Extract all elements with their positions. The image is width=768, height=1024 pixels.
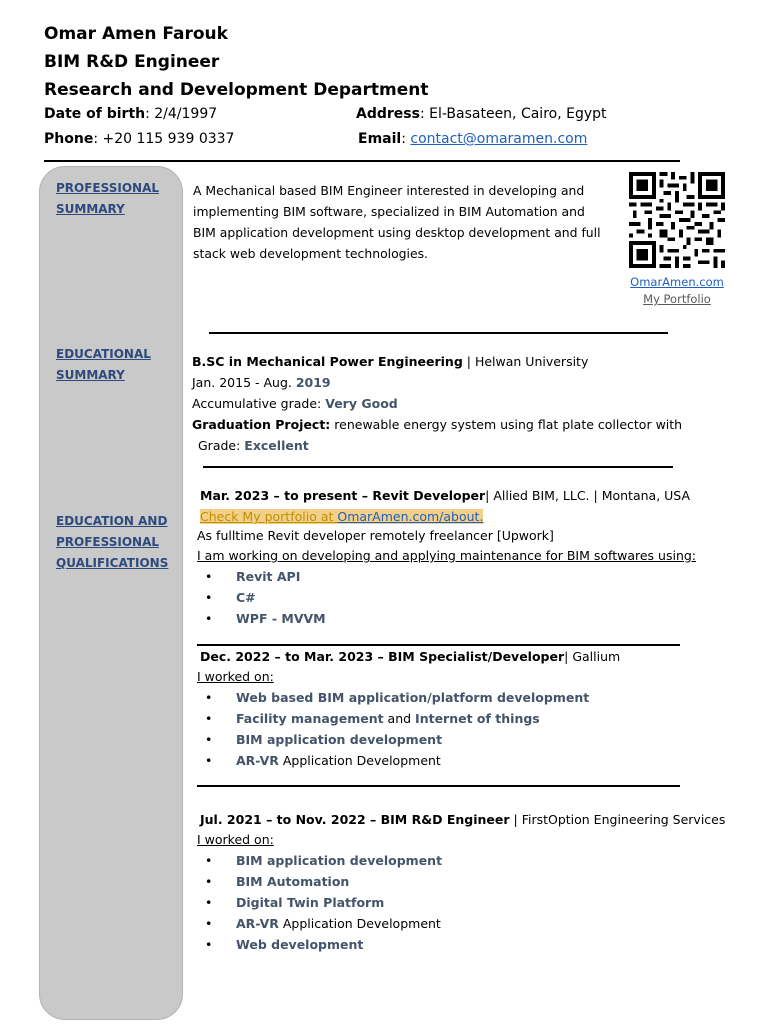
list-item	[200, 934, 363, 955]
portfolio-note	[200, 506, 483, 527]
address-line	[356, 104, 607, 124]
job-header	[200, 646, 620, 667]
phone-line	[44, 129, 234, 149]
portfolio-prefix: Check My portfolio at	[200, 509, 338, 524]
list-item	[200, 608, 326, 629]
list-item	[200, 892, 384, 913]
bullet-text: and	[383, 711, 416, 726]
bullet-text: WPF - MVVM	[236, 611, 326, 626]
list-item	[200, 566, 300, 587]
job-intro: I am working on developing and applying maintenance for BIM softwares using:	[197, 548, 697, 563]
qr-code-icon[interactable]	[629, 172, 725, 268]
address-value: : El-Basateen, Cairo, Egypt	[419, 106, 607, 122]
email-label: Email	[358, 131, 402, 147]
job-title: BIM R&D Engineer	[44, 52, 220, 72]
dob-line	[44, 104, 217, 124]
email-sep: :	[401, 131, 411, 147]
section-divider	[209, 332, 668, 334]
qr-captions	[610, 274, 744, 308]
section-divider	[197, 785, 680, 787]
bullet: •	[205, 916, 213, 931]
education-grade	[192, 393, 398, 414]
bullet: •	[205, 937, 213, 952]
sidebar-panel	[39, 166, 183, 1020]
project-grade	[198, 435, 309, 456]
degree-sep: |	[462, 354, 475, 369]
sidebar-label: EDUCATIONAL	[56, 347, 151, 361]
bullet-text: AR-VR	[236, 753, 279, 768]
grade-value: Very Good	[325, 396, 398, 411]
job-title-dates: Mar. 2023 – to present – Revit Developer	[200, 488, 486, 503]
list-item	[200, 850, 442, 871]
department: Research and Development Department	[44, 80, 429, 100]
bullet-text: Internet of things	[415, 711, 540, 726]
job-title-dates: Jul. 2021 – to Nov. 2022 – BIM R&D Engineer	[200, 812, 510, 827]
sidebar-educational-summary	[56, 344, 151, 386]
person-name: Omar Amen Farouk	[44, 24, 228, 44]
sidebar-professional-summary	[56, 178, 159, 220]
bullet: •	[205, 853, 213, 868]
summary-line: A Mechanical based BIM Engineer interested in developing and	[193, 183, 585, 198]
sidebar-label: SUMMARY	[56, 202, 125, 216]
bullet-text: Web based BIM application/platform development	[236, 690, 590, 705]
grade-label: Accumulative grade:	[192, 396, 326, 411]
job-note: As fulltime Revit developer remotely freelancer [Upwork]	[197, 528, 554, 543]
project-label: Graduation Project:	[192, 417, 331, 432]
job-header	[200, 485, 690, 506]
bullet: •	[205, 690, 213, 705]
university: Helwan University	[474, 354, 589, 369]
bullet-text: C#	[236, 590, 256, 605]
education-degree-line	[192, 351, 588, 372]
bullet: •	[205, 711, 213, 726]
bullet: •	[205, 611, 213, 626]
bullet-text: Facility management	[236, 711, 384, 726]
job-intro: I worked on:	[197, 832, 274, 847]
bullet-text: AR-VR	[236, 916, 279, 931]
job-company: | Allied BIM, LLC. | Montana, USA	[485, 488, 691, 503]
sidebar-qualifications	[56, 511, 168, 574]
list-item	[200, 687, 589, 708]
bullet: •	[205, 753, 213, 768]
summary-text	[193, 180, 601, 264]
dates-end: 2019	[295, 375, 331, 390]
address-label: Address	[356, 106, 420, 122]
list-item	[200, 871, 349, 892]
portfolio-caption: My Portfolio	[643, 292, 711, 306]
dates-prefix: Jan. 2015 - Aug.	[192, 375, 296, 390]
bullet-text: Web development	[236, 937, 364, 952]
job-intro: I worked on:	[197, 669, 274, 684]
summary-line: stack web development technologies.	[193, 246, 428, 261]
phone-label: Phone	[44, 131, 94, 147]
header-divider	[44, 160, 680, 162]
dob-label: Date of birth	[44, 106, 146, 122]
list-item	[200, 708, 540, 729]
project-grade-label: Grade:	[198, 438, 245, 453]
bullet: •	[205, 590, 213, 605]
sidebar-label: EDUCATION AND	[56, 514, 168, 528]
list-item	[200, 729, 442, 750]
job-company: | Gallium	[564, 649, 621, 664]
bullet: •	[205, 732, 213, 747]
sidebar-label: QUALIFICATIONS	[56, 556, 169, 570]
sidebar-label: PROFESSIONAL	[56, 535, 160, 549]
sidebar-label: PROFESSIONAL	[56, 181, 160, 195]
summary-line: implementing BIM software, specialized in BIM Automation and	[193, 204, 585, 219]
sidebar-label: SUMMARY	[56, 368, 125, 382]
email-line	[358, 129, 587, 149]
bullet: •	[205, 874, 213, 889]
summary-line: BIM application development using desktop development and full	[193, 225, 601, 240]
phone-value: : +20 115 939 0337	[93, 131, 235, 147]
bullet-text: BIM application development	[236, 732, 443, 747]
dob-value: : 2/4/1997	[145, 106, 218, 122]
graduation-project	[192, 414, 682, 435]
bullet-text: BIM application development	[236, 853, 443, 868]
list-item	[200, 750, 441, 771]
list-item	[200, 913, 441, 934]
bullet-text: Application Development	[278, 916, 441, 931]
bullet-text: Application Development	[278, 753, 441, 768]
project-grade-value: Excellent	[244, 438, 309, 453]
job-company: | FirstOption Engineering Services	[509, 812, 726, 827]
list-item	[200, 587, 256, 608]
portfolio-link[interactable]: OmarAmen.com	[630, 275, 724, 289]
project-value: renewable energy system using flat plate collector with	[330, 417, 683, 432]
bullet-text: Digital Twin Platform	[236, 895, 385, 910]
bullet-text: Revit API	[236, 569, 301, 584]
job-title-dates: Dec. 2022 – to Mar. 2023 – BIM Specialist/Developer	[200, 649, 565, 664]
bullet: •	[205, 895, 213, 910]
education-dates	[192, 372, 331, 393]
portfolio-about-link[interactable]: OmarAmen.com/about.	[337, 509, 484, 524]
email-link[interactable]: contact@omaramen.com	[410, 131, 588, 147]
section-divider	[203, 466, 673, 468]
degree: B.SC in Mechanical Power Engineering	[192, 354, 463, 369]
bullet: •	[205, 569, 213, 584]
bullet-text: BIM Automation	[236, 874, 350, 889]
job-header	[200, 809, 725, 830]
